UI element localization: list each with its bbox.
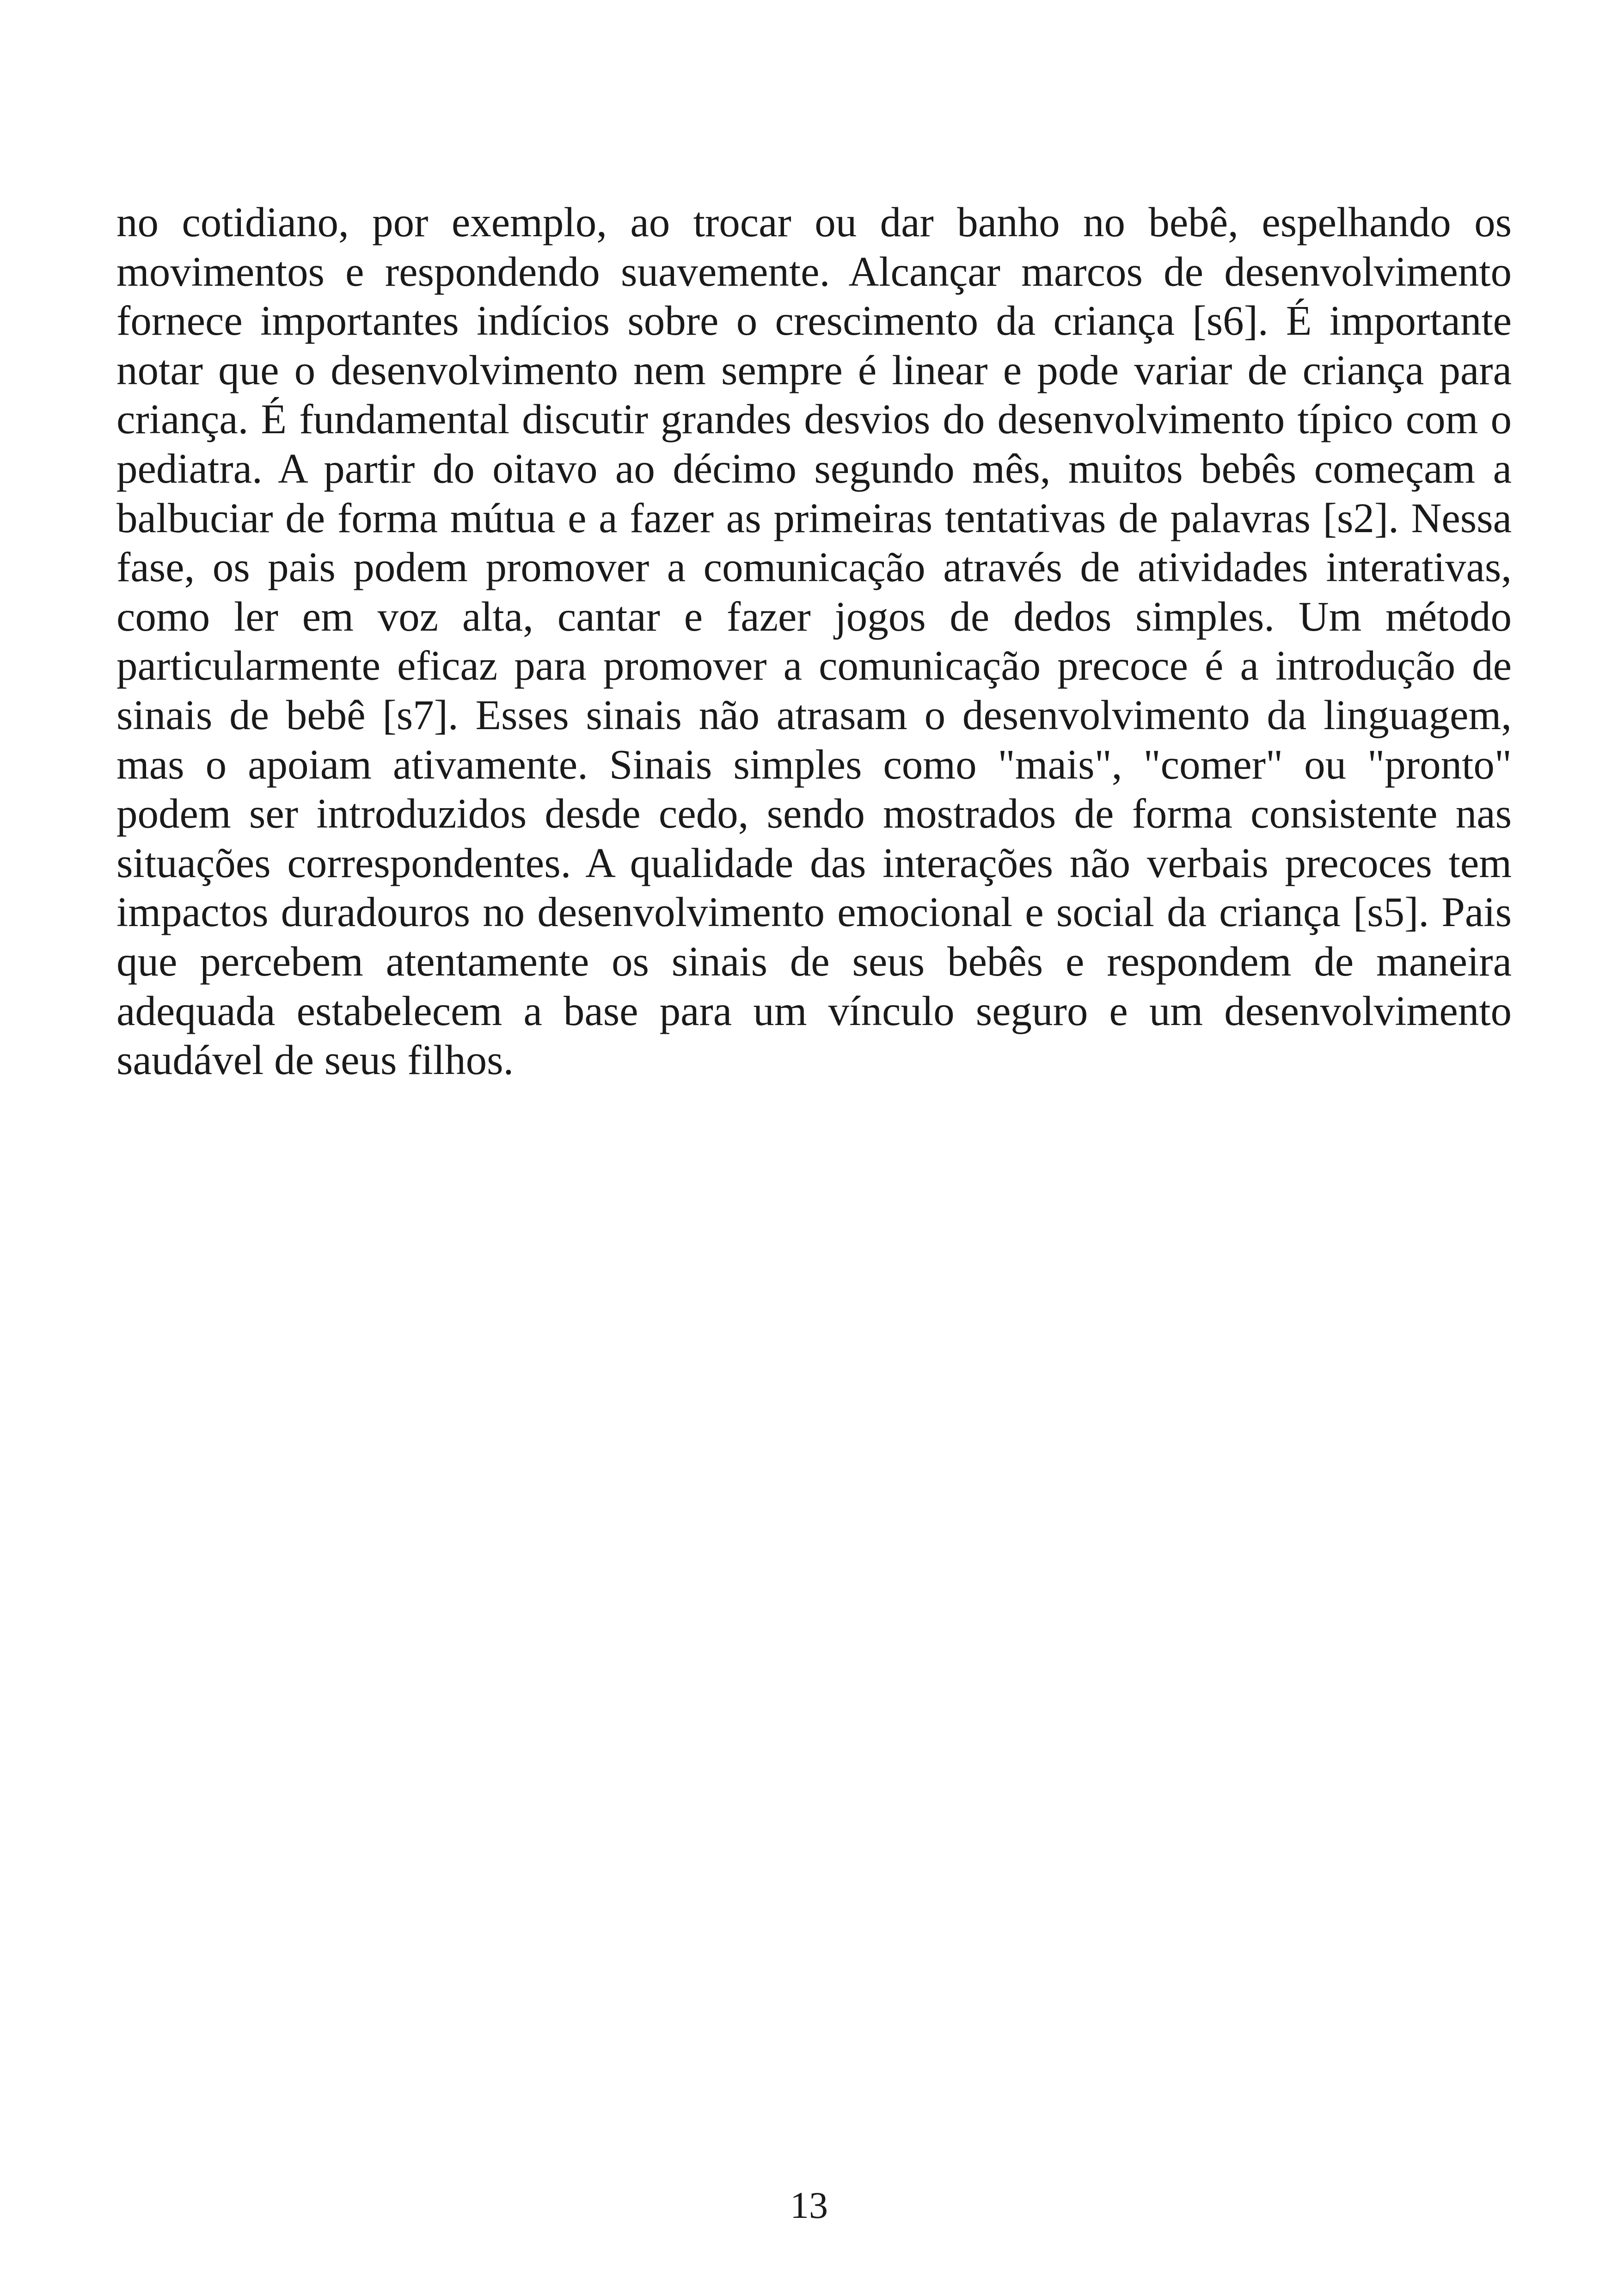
page-number: 13 (790, 2184, 828, 2226)
body-paragraph: no cotidiano, por exemplo, ao trocar ou dar banho no bebê, espelhando os movimentos e respondendo suavemente. Alcançar marcos de desenvolvimento fornece importantes indícios sobre o crescimento da criança [s6]. É importante notar que o desenvolvimento nem sempre é linear e pode variar de criança para criança. É fundamental discutir grandes desvios do desenvolvimento típico com o pediatra. A partir do oitavo ao décimo segundo mês, muitos bebês começam a balbuciar de forma mútua e a fazer as primeiras tentativas de palavras [s2]. Nessa fase, os pais podem promover a comunicação através de atividades interativas, como ler em voz alta, cantar e fazer jogos de dedos simples. Um método particularmente eficaz para promover a comunicação precoce é a introdução de sinais de bebê [s7]. Esses sinais não atrasam o desenvolvimento da linguagem, mas o apoiam ativamente. Sinais simples como "mais", "comer" ou "pronto" podem ser introduzidos desde cedo, sendo mostrados de forma consistente nas situações correspondentes. A qualidade das interações não verbais precoces tem impactos duradouros no desenvolvimento emocional e social da criança [s5]. Pais que percebem atentamente os sinais de seus bebês e respondem de maneira adequada estabelecem a base para um vínculo seguro e um desenvolvimento saudável de seus filhos. (116, 199, 1512, 1084)
